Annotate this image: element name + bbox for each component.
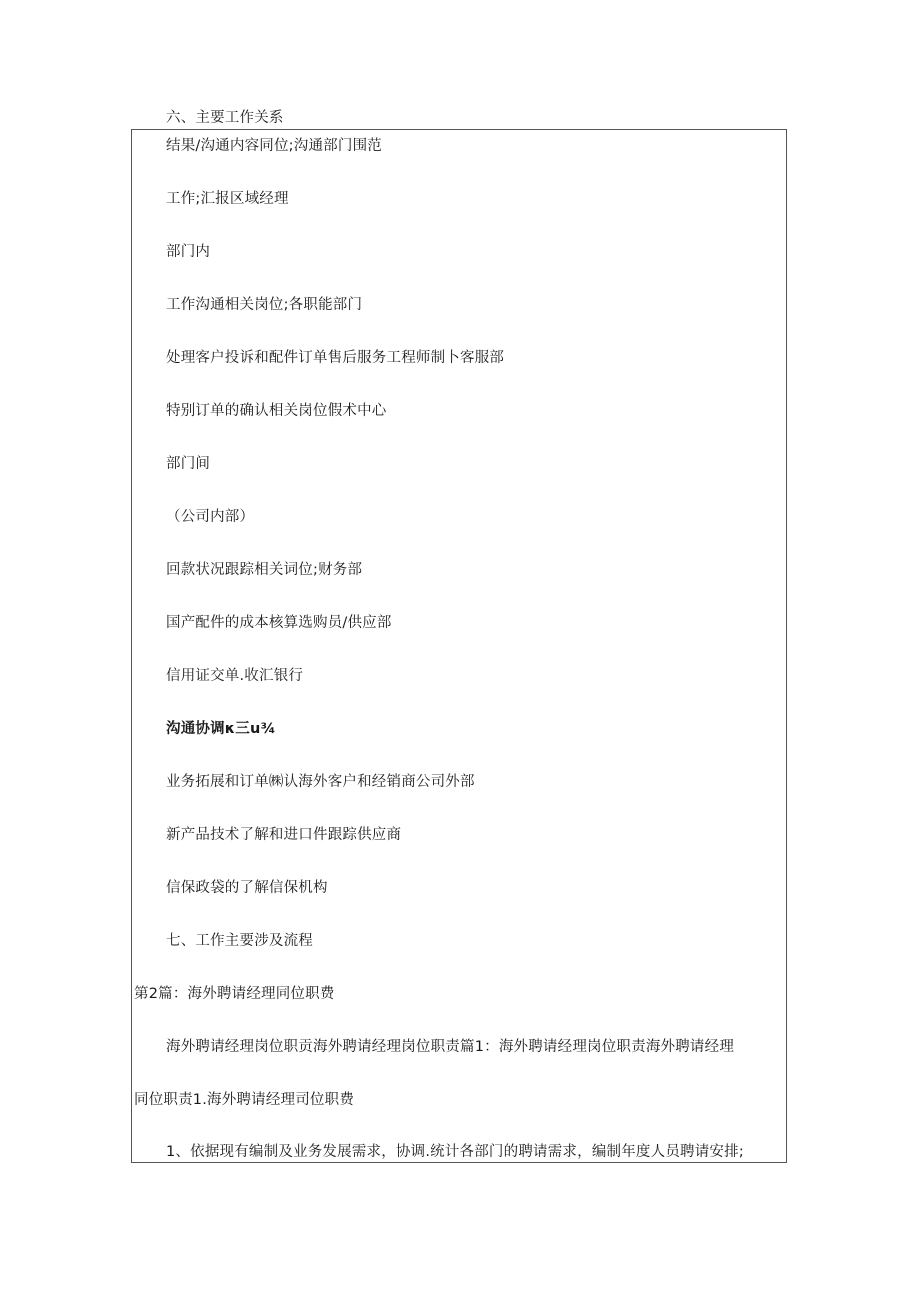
relation-line-10: 国产配件的成本核算选购员/供应部	[166, 615, 392, 631]
relation-line-4: 工作沟通相关岗位;各职能部门	[166, 297, 363, 313]
article-two-title: 第2篇：海外聘请经理同位职费	[134, 986, 335, 1002]
paragraph-line-2: 同位职责1.海外聘请经理司位职费	[134, 1092, 355, 1108]
relation-line-14: 新产品技术了解和进口件跟踪供应商	[166, 827, 402, 843]
section-seven-title: 七、工作主要涉及流程	[166, 933, 313, 949]
relation-line-7: 部门间	[166, 456, 211, 472]
relation-line-13: 业务拓展和订单㈱认海外客户和经销商公司外部	[166, 774, 475, 790]
relation-line-12: 沟通协调κ三u¾	[166, 721, 276, 737]
relation-line-15: 信保政袋的了解信保机构	[166, 880, 328, 896]
relation-line-2: 工作;汇报区域经理	[166, 191, 289, 207]
relation-line-5: 处理客户投诉和配件订单售后服务工程师制卜客服部	[166, 350, 505, 366]
relation-line-3: 部门内	[166, 244, 211, 260]
relation-line-6: 特别订单的确认相关岗位假术中心	[166, 403, 387, 419]
relation-line-8: （公司内部）	[166, 509, 255, 525]
paragraph-line-1: 海外聘请经理岗位职贡海外聘请经理岗位职责篇1：海外聘请经理岗位职责海外聘请经理	[166, 1039, 735, 1055]
relation-line-11: 信用证交单.收汇银行	[166, 668, 304, 684]
item-one: 1、依据现有编制及业务发展需求，协调.统计各部门的聘请需求，编制年度人员聘请安排;	[166, 1144, 744, 1160]
relation-line-9: 回款状况跟踪相关词位;财务部	[166, 562, 363, 578]
table-frame	[131, 129, 787, 1163]
section-six-title: 六、主要工作关系	[166, 110, 284, 126]
relation-line-1: 结果/沟通内容同位;沟通部门围范	[166, 138, 382, 154]
